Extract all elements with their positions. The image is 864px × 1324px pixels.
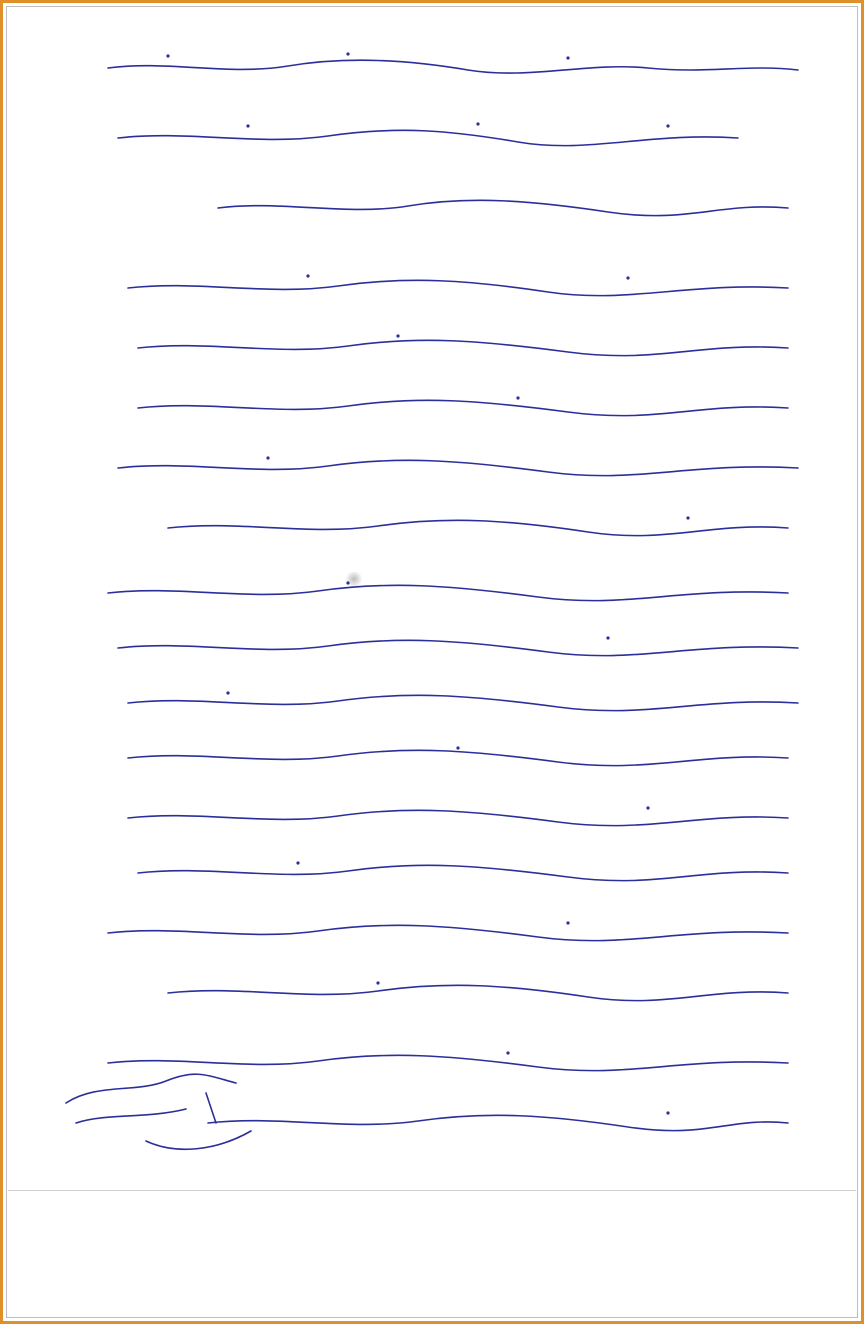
handwriting-line xyxy=(128,695,798,710)
handwriting-line xyxy=(118,640,798,655)
handwriting-line xyxy=(118,130,738,145)
handwritten-signature xyxy=(56,1063,256,1163)
handwriting-line xyxy=(108,585,788,600)
handwriting-line xyxy=(128,750,788,765)
handwriting-line xyxy=(208,1115,788,1130)
handwriting-line xyxy=(218,200,788,215)
handwriting-line xyxy=(108,60,798,73)
handwriting-line xyxy=(128,810,788,825)
handwritten-letter-sheet xyxy=(8,8,856,1191)
handwriting-line xyxy=(138,865,788,880)
handwriting-line xyxy=(108,925,788,940)
handwriting-line xyxy=(138,400,788,415)
handwriting-body xyxy=(48,38,808,1138)
handwriting-line xyxy=(128,280,788,295)
handwriting-line xyxy=(118,460,798,475)
handwriting-line xyxy=(138,340,788,355)
handwriting-line xyxy=(168,985,788,1000)
handwriting-line xyxy=(168,520,788,535)
